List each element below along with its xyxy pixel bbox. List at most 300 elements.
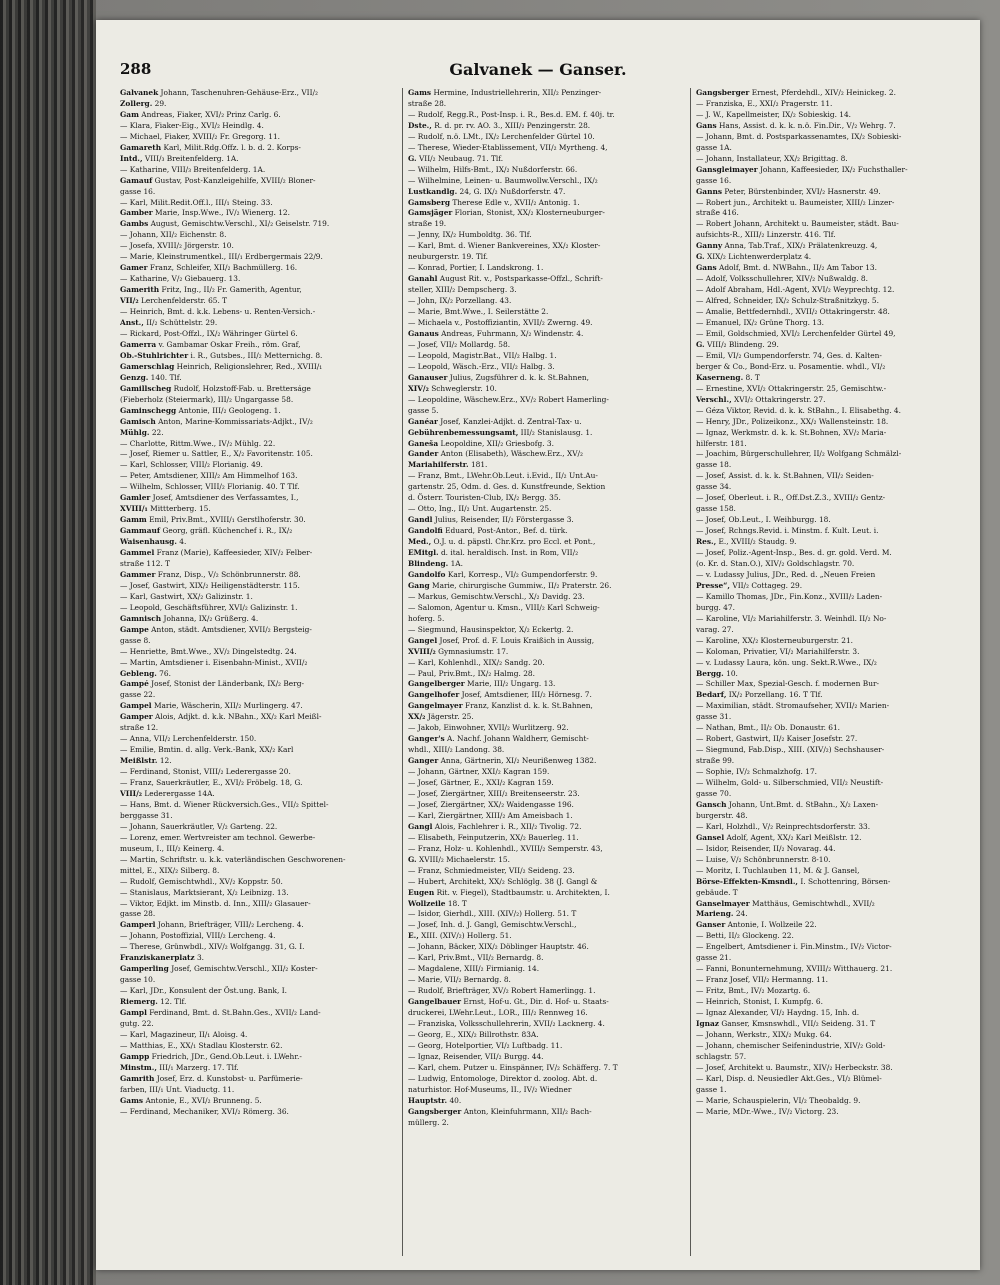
directory-entry-line: — Leopold, Magistr.Bat., VII/₂ Halbg. 1. (408, 350, 557, 360)
directory-entry-line: — Nathan, Bmt., II/₂ Ob. Donaustr. 61. (696, 723, 841, 733)
directory-entry-line: — Josef, Inh. d. J. Gangl, Gemischtw.Verschl., (408, 920, 577, 930)
entry-surname: Med., (408, 537, 432, 547)
directory-entry-line: VII/₂ Lerchenfelderstr. 65. T (120, 296, 228, 306)
entry-surname: Ganaus (408, 328, 439, 338)
entry-surname: Gamperling (120, 964, 169, 974)
directory-entry-line: — Josef, VII/₂ Mollardg. 58. (408, 339, 511, 349)
directory-entry-line: — Elisabeth, Feinputzerin, XX/₂ Bauerleg. 11. (408, 832, 579, 842)
entry-surname: Gamsberg (408, 197, 451, 207)
directory-entry-line: Meißlstr. 12. (120, 756, 172, 766)
entry-surname: Ganselmayer (696, 898, 750, 908)
directory-entry-line: Intd., VIII/₃ Breitenfelderg. 1A. (120, 153, 239, 163)
directory-entry-line: — Johann, Gärtner, XXI/₂ Kagran 159. (408, 767, 550, 777)
directory-entry-line: — Robert Johann, Architekt u. Baumeister, städt. Bau- (696, 219, 899, 229)
directory-entry-line: Gander Anton (Elisabeth), Wäschew.Erz., XV/₂ (408, 449, 583, 459)
directory-entry-line: — Marie, MDr.-Wwe., IV/₂ Victorg. 23. (696, 1106, 839, 1116)
entry-surname: Gamerra (120, 339, 157, 349)
directory-entry-line: Gangsberger Ernest, Pferdehdl., XIV/₂ Heinickeg. 2. (696, 88, 896, 97)
directory-entry-line: gasse 10. (120, 975, 156, 985)
entry-surname: Gampl (120, 1008, 147, 1018)
directory-entry-line: Gammer Franz, Disp., V/₂ Schönbrunnerstr. 88. (120, 569, 301, 579)
directory-entry-line: Gampe Anton, städt. Amtsdiener, XVII/₂ Bergsteig- (120, 624, 312, 634)
directory-entry-line: Mariahilferstr. 181. (408, 460, 488, 470)
directory-entry-line: — Isidor, Gierhdl., XIII. (XIV/₂) Hollerg. 51. T (408, 909, 577, 919)
entry-surname: Gang (408, 580, 430, 590)
directory-entry-line: — Peter, Amtsdiener, XIII/₂ Am Himmelhof 163. (120, 471, 298, 481)
entry-surname: Ganéar (408, 416, 438, 426)
directory-entry-line: — Heinrich, Stonist, I. Kumpfg. 6. (696, 997, 823, 1007)
entry-surname: Gammer (120, 569, 156, 579)
directory-entry-line: straße 19. (408, 219, 447, 229)
directory-entry-line: Gangelberger Marie, III/₂ Ungarg. 13. (408, 679, 556, 689)
entry-surname: Gangelberger (408, 679, 465, 689)
entry-surname: Ganser (696, 920, 726, 930)
directory-entry-line: gasse 1A. (696, 142, 732, 152)
directory-entry-line: — Therese, Grünwbdl., XIV/₂ Wolfgangg. 31, G. I. (120, 942, 305, 952)
directory-entry-line: — Leopoldine, Wäschew.Erz., XV/₂ Robert Hamerling- (408, 394, 609, 404)
directory-entry-line: Gamnisch Johanna, IX/₂ Grüßerg. 4. (120, 613, 259, 623)
directory-entry-line: Lustkandlg. 24, G. IX/₂ Nußdorferstr. 47. (408, 186, 566, 196)
directory-entry-line: Gampl Ferdinand, Bmt. d. St.Bahn.Ges., XVII/₂ Land- (120, 1008, 321, 1018)
directory-entry-line: XIV/₂ Schweglerstr. 10. (408, 383, 497, 393)
directory-entry-line: steller, XIII/₂ Dempscherg. 3. (408, 285, 517, 295)
directory-entry-line: Gangelhofer Josef, Amtsdiener, III/₂ Hörnesg. 7. (408, 690, 592, 700)
directory-entry-line: — Josefa, XVIII/₂ Jörgerstr. 10. (120, 241, 234, 251)
entry-surname: Gansch (696, 799, 727, 809)
directory-entry-line: — Karl, chem. Putzer u. Einspänner, IV/₂ Schäfferg. 7. T (408, 1062, 618, 1072)
directory-entry-line: mittel, E., XIX/₂ Silberg. 8. (120, 865, 220, 875)
directory-entry-line: — Karoline, VI/₂ Mariahilferstr. 3. Weinhdl. II/₂ No- (696, 613, 887, 623)
entry-surname: G. (696, 252, 705, 262)
entry-surname: Gamerschlag (120, 361, 175, 371)
directory-entry-line: Ob.-Stuhlrichter i. R., Gutsbes., III/₂ Metternichg. 8. (120, 350, 323, 360)
entry-surname: Lustkandlg. (408, 186, 458, 196)
directory-entry-line: whdl., XIII/₂ Landong. 38. (408, 745, 505, 755)
directory-entry-line: G. VIII/₂ Blindeng. 29. (696, 339, 779, 349)
directory-entry-line: — Henriette, Bmt.Wwe., XV/₂ Dingelstedtg. 24. (120, 646, 297, 656)
directory-entry-line: — Johann, Bäcker, XIX/₂ Döblinger Hauptstr. 46. (408, 942, 589, 952)
directory-entry-line: Eugen Rit. v. Fiegel), Stadtbaumstr. u. Architekten, I. (408, 887, 610, 897)
directory-entry-line: straße 99. (696, 756, 735, 766)
directory-entry-line: — Karl, Gastwirt, XX/₂ Galizinstr. 1. (120, 591, 253, 601)
directory-entry-line: Gam Andreas, Fiaker, XVI/₂ Prinz Carlg. 6. (120, 109, 281, 119)
entry-surname: Gam (120, 109, 139, 119)
directory-entry-line: — Josef, Ziergärtner, XIII/₂ Breitenseerstr. 23. (408, 789, 580, 798)
directory-entry-line: — Otto, Ing., II/₂ Unt. Augartenstr. 25. (408, 504, 552, 514)
entry-surname: Mariahilferstr. (408, 460, 469, 470)
directory-entry-line: — Leopold, Geschäftsführer, XVI/₂ Galizinstr. 1. (120, 602, 298, 612)
entry-surname: Gamillscheg (120, 383, 172, 393)
directory-entry-line: — Rickard, Post-Offzl., IX/₂ Währinger Gürtel 6. (120, 328, 298, 338)
directory-entry-line: Ganns Peter, Bürstenbinder, XVI/₂ Hasnerstr. 49. (696, 186, 881, 196)
entry-surname: Anst., (120, 318, 144, 328)
directory-entry-line: Med., O.J. u. d. päpstl. Chr.Krz. pro Eccl. et Pont., (408, 537, 596, 547)
directory-entry-line: Gams Hermine, Industriellehrerin, XII/₂ Penzinger- (408, 88, 602, 97)
directory-entry-line: müllerg. 2. (408, 1117, 449, 1127)
directory-entry-line: Gammel Franz (Marie), Kaffeesieder, XIV/₂ Felber- (120, 548, 313, 558)
directory-entry-line: — Magdalene, XIII/₂ Firmianig. 14. (408, 964, 540, 974)
directory-entry-line: — Ignaz, Reisender, VII/₂ Burgg. 44. (408, 1051, 544, 1061)
directory-entry-line: — Josef, Ob.Leut., I. Weihburgg. 18. (696, 515, 831, 525)
directory-entry-line: — Katharine, VIII/₃ Breitenfelderg. 1A. (120, 164, 266, 174)
directory-entry-line: Gansgleimayer Johann, Kaffeesieder, IX/₂ Fuchsthaller- (696, 164, 908, 174)
directory-entry-line: — Karl, Bmt. d. Wiener Bankvereines, XX/₂ Kloster- (408, 241, 601, 251)
directory-entry-line: Gans Adolf, Bmt. d. NWBahn., II/₂ Am Tabor 13. (696, 263, 877, 273)
directory-entry-line: — Karoline, XX/₂ Klosterneuburgerstr. 21. (696, 635, 854, 645)
directory-entry-line: — Géza Viktor, Revid. d. k. k. StBahn., I. Elisabethg. 4. (696, 405, 901, 415)
entry-surname: Gammel (120, 548, 155, 558)
entry-surname: Blindeng. (408, 558, 449, 568)
directory-entry-line: Waisenhausg. 4. (120, 537, 187, 547)
entry-surname: VIII/₂ (120, 789, 143, 798)
page-title: Galvanek — Ganser. (449, 60, 627, 79)
directory-entry-line: Gangsberger Anton, Kleinfuhrmann, XII/₂ Bach- (408, 1106, 592, 1116)
entry-surname: Gans (696, 120, 717, 130)
entry-surname: Minstm., (120, 1062, 157, 1072)
directory-entry-line: gasse 34. (696, 482, 732, 492)
entry-surname: Gangelmayer (408, 701, 463, 711)
directory-entry-line: — Konrad, Portier, I. Landskrong. 1. (408, 263, 544, 273)
entry-surname: Gamm (120, 515, 147, 525)
directory-entry-line: — Karl, Schlosser, VIII/₂ Florianig. 49. (120, 460, 263, 470)
directory-entry-line: Gampel Marie, Wäscherin, XII/₂ Murlingerg. 47. (120, 701, 303, 711)
directory-entry-line: Ganger Anna, Gärtnerin, XI/₂ Neurißenweg 1382. (408, 756, 597, 766)
entry-surname: Gandolfi (408, 526, 443, 536)
entry-surname: Gamer (120, 263, 148, 273)
page-header (96, 60, 980, 84)
directory-entry-line: — Karl, Holzhdl., V/₂ Reinprechtsdorferstr. 33. (696, 821, 871, 831)
directory-entry-line: Marieng. 24. (696, 909, 748, 919)
directory-entry-line: — v. Ludassy Julius, JDr., Red. d. „Neuen Freien (696, 569, 876, 579)
directory-entry-line: — Paul, Priv.Bmt., IX/₂ Halmg. 28. (408, 668, 535, 678)
directory-entry-line: (Fieberholz (Steiermark), III/₂ Ungargasse 58. (120, 394, 294, 404)
directory-entry-line: — Franziska, Volksschullehrerin, XVII/₂ Lacknerg. 4. (408, 1019, 605, 1029)
entry-surname: Verschl., (696, 394, 732, 404)
entry-surname: Riemerg. (120, 997, 158, 1007)
entry-surname: Gebleng. (120, 668, 157, 678)
directory-entry-line: — Franz, Holz- u. Kohlenhdl., XVIII/₂ Semperstr. 43, (408, 843, 603, 853)
directory-entry-line: — Wilhelm, Schlosser, VIII/₂ Florianig. 40. T Tlf. (120, 482, 300, 492)
directory-entry-line: — Heinrich, Bmt. d. k.k. Lebens- u. Renten-Versich.- (120, 307, 316, 317)
directory-entry-line: Gansch Johann, Unt.Bmt. d. StBahn., X/₂ Laxen- (696, 799, 879, 809)
entry-surname: Galvanek (120, 88, 159, 97)
entry-surname: Marieng. (696, 909, 734, 919)
directory-entry-line: — Marie, Kleinstrumentkel., III/₁ Erdbergermais 22/9. (120, 252, 323, 262)
directory-entry-line: XVIII/₂ Gymnasiumstr. 17. (408, 646, 509, 656)
directory-entry-line: gasse 28. (120, 909, 156, 919)
directory-entry-line: (o. Kr. d. Stan.O.), XIV/₂ Goldschlagstr. 70. (696, 558, 855, 568)
directory-entry-line: Gams Antonie, E., XVI/₂ Brunneng. 5. (120, 1095, 262, 1105)
directory-entry-line: — Martin, Schriftstr. u. k.k. vaterländischen Geschworenen- (120, 854, 346, 864)
directory-entry-line: museum, I., III/₂ Keinerg. 4. (120, 843, 225, 853)
directory-entry-line: — Maximilian, städt. Stromaufseher, XVII/₂ Marien- (696, 701, 890, 711)
entry-surname: Intd., (120, 153, 143, 163)
entry-surname: EMitgl. (408, 548, 439, 558)
directory-entry-line: Ganéar Josef, Kanzlei-Adjkt. d. Zentral-Tax- u. (408, 416, 582, 426)
entry-surname: Gander (408, 449, 439, 459)
directory-entry-line: Gamperl Johann, Briefträger, VIII/₂ Lercheng. 4. (120, 920, 304, 930)
directory-entry-line: gasse 16. (120, 186, 156, 196)
directory-entry-line: — Georg, E., XIX/₂ Billrothstr. 83A. (408, 1029, 539, 1039)
directory-entry-line: Gampé Josef, Stonist der Länderbank, IX/₂ Berg- (120, 679, 304, 689)
directory-entry-line: gasse 31. (696, 712, 732, 722)
directory-entry-line: — Josef, Ziergärtner, XX/₂ Waidengasse 196. (408, 799, 574, 809)
directory-entry-line: Gamareth Karl, Milit.Rdg.Offz. l. b. d. 2. Korps- (120, 142, 301, 152)
directory-entry-line: Blindeng. 1A. (408, 558, 463, 568)
directory-entry-line: Gamperling Josef, Gemischtw.Verschl., XII/₂ Koster- (120, 964, 318, 974)
directory-entry-line: burgg. 47. (696, 602, 735, 612)
directory-entry-line: Minstm., III/₁ Marzerg. 17. Tlf. (120, 1062, 239, 1072)
directory-entry-line: Ganaus Andreas, Fuhrmann, X/₂ Windenstr. 4. (408, 328, 584, 338)
directory-entry-line: gasse 21. (696, 953, 732, 963)
directory-entry-line: — Franz, Bmt., LWehr.Ob.Leut. i.Evid., II/₂ Unt.Au- (408, 471, 598, 481)
directory-entry-line: — Robert, Gastwirt, II/₂ Kaiser Josefstr. 27. (696, 734, 858, 744)
directory-entry-line: Gamper Alois, Adjkt. d. k.k. NBahn., XX/₂ Karl Meißl- (120, 712, 322, 722)
directory-entry-line: Gambs August, Gemischtw.Verschl., XI/₂ Geiselstr. 719. (120, 219, 330, 229)
column-divider (690, 88, 691, 1256)
directory-entry-line: gutg. 22. (120, 1019, 154, 1029)
directory-entry-line: Wollzeile 18. T (408, 898, 467, 908)
directory-entry-line: Gandolfi Eduard, Post-Antor., Bef. d. türk. (408, 526, 568, 536)
directory-entry-line: — Marie, Schauspielerin, VI/₂ Theobaldg. 9. (696, 1095, 861, 1105)
directory-entry-line: — Franz, Sauerkräutler, E., XVI/₂ Fröbelg. 18, G. (120, 778, 303, 788)
directory-entry-line: — Franziska, E., XXI/₂ Pragerstr. 11. (696, 98, 833, 108)
directory-entry-line: gasse 70. (696, 789, 732, 798)
directory-entry-line: — Engelbert, Amtsdiener i. Fin.Minstm., IV/₂ Victor- (696, 942, 892, 952)
directory-entry-line: — Karl, JDr., Konsulent der Öst.ung. Bank, I. (120, 986, 287, 996)
entry-surname: Gandolfo (408, 569, 446, 579)
directory-entry-line: Ganser Antonie, I. Wollzeile 22. (696, 920, 817, 930)
directory-entry-line: — Emilie, Bmtin. d. allg. Verk.-Bank, XX/₂ Karl (120, 745, 294, 755)
directory-entry-line: Kaserneng. 8. T (696, 372, 760, 382)
directory-entry-line: — Lorenz, emer. Wertvreister am technol. Gewerbe- (120, 832, 316, 842)
directory-entry-line: — Karl, Priv.Bmt., VII/₂ Bernardg. 8. (408, 953, 544, 963)
directory-entry-line: Gamerra v. Gambamar Oskar Freih., röm. Graf, (120, 339, 301, 349)
directory-entry-line: Ganny Anna, Tab.Traf., XIX/₂ Prälatenkreuzg. 4, (696, 241, 878, 251)
directory-entry-line: Gebührenbemessungsamt, III/₂ Stanislausg. 1. (408, 427, 593, 437)
directory-entry-line: — Adolf Abraham, Hdl.-Agent, XVI/₂ Weyprechtg. 12. (696, 285, 895, 295)
entry-surname: Res., (696, 537, 717, 547)
columns (120, 88, 968, 1256)
entry-surname: Gamnisch (120, 613, 162, 623)
entry-surname: Gampel (120, 701, 152, 711)
book-spine (0, 0, 96, 1285)
entry-surname: Gamisch (120, 416, 156, 426)
directory-entry-line: — Johann, Bmt. d. Postsparkassenamtes, IX/₂ Sobieski- (696, 131, 902, 141)
directory-entry-line: berger & Co., Bond-Erz. u. Posamentie. whdl., VI/₂ (696, 361, 886, 371)
directory-entry-line: straße 12. (120, 723, 159, 733)
directory-entry-line: — Franz, Schmiedmeister, VII/₂ Seideng. 23. (408, 865, 575, 875)
entry-surname: Gams (120, 1095, 144, 1105)
entry-surname: Gans (696, 263, 717, 273)
directory-entry-line: — Michael, Fiaker, XVIII/₂ Fr. Gregorg. 11. (120, 131, 280, 141)
entry-surname: Ganauser (408, 372, 448, 382)
entry-surname: Gamber (120, 208, 153, 218)
entry-surname: XVIII/₁ (120, 504, 148, 514)
entry-surname: Gangl (408, 821, 433, 831)
entry-surname: Gamperl (120, 920, 156, 930)
directory-entry-line: — Robert jun., Architekt u. Baumeister, XIII/₂ Linzer- (696, 197, 895, 207)
directory-entry-line: Gandolfo Karl, Korresp., VI/₂ Gumpendorferstr. 9. (408, 569, 598, 579)
directory-entry-line: — Stanislaus, Marktsierant, X/₂ Leibnizg. 13. (120, 887, 289, 897)
directory-entry-line: — Salomon, Agentur u. Kmsn., VIII/₂ Karl Schweig- (408, 602, 600, 612)
directory-entry-line: — Franz Josef, VII/₂ Hermanng. 11. (696, 975, 829, 985)
directory-entry-line: — Rudolf, Briefträger, XV/₂ Robert Hamerlingg. 1. (408, 986, 596, 996)
entry-surname: VII/₂ (120, 296, 139, 306)
entry-surname: Bergg. (696, 668, 724, 678)
directory-entry-line: gartenstr. 25, Odm. d. Ges. d. Kunstfreunde, Sektion (408, 482, 606, 492)
directory-entry-line: gasse 16. (696, 175, 732, 185)
entry-surname: Gangsberger (408, 1106, 462, 1116)
directory-entry-line: — Josef, Poliz.-Agent-Insp., Bes. d. gr. gold. Verd. M. (696, 548, 892, 558)
directory-entry-line: gasse 22. (120, 690, 156, 700)
entry-surname: Ganeša (408, 438, 439, 448)
directory-entry-line: — Johann, Installateur, XX/₂ Brigittag. 8. (696, 153, 848, 163)
directory-entry-line: Presse“, VII/₂ Cottageg. 29. (696, 580, 803, 590)
directory-entry-line: — Hans, Bmt. d. Wiener Rückversich.Ges., VII/₂ Spittel- (120, 799, 329, 809)
column-divider (402, 88, 403, 1256)
directory-entry-line: Riemerg. 12. Tlf. (120, 997, 187, 1007)
entry-surname: Gamareth (120, 142, 162, 152)
directory-entry-line: — v. Ludassy Laura, kön. ung. Sekt.R.Wwe., IX/₂ (696, 657, 877, 667)
entry-surname: Gandl (408, 515, 433, 525)
directory-entry-line: Gamm Emil, Priv.Bmt., XVIII/₁ Gerstlhoferstr. 30. (120, 515, 306, 525)
directory-entry-line: — Wilhelm, Hilfs-Bmt., IX/₂ Nußdorferstr. 66. (408, 164, 578, 174)
directory-entry-line: hilferstr. 181. (696, 438, 747, 448)
directory-entry-line: Ganselmayer Matthäus, Gemischtwhdl., XVII/₂ (696, 898, 875, 908)
directory-entry-line: Gang Marie, chirurgische Gummiw., II/₂ Praterstr. 26. (408, 580, 612, 590)
entry-surname: Ob.-Stuhlrichter (120, 350, 189, 360)
directory-entry-line: burgerstr. 48. (696, 810, 748, 820)
directory-entry-line: — Karl, Milit.Redit.Off.l., III/₁ Steing. 33. (120, 197, 273, 207)
directory-entry-line: Gamer Franz, Schleifer, XII/₂ Bachmüllerg. 16. (120, 263, 298, 273)
directory-entry-line: EMitgl. d. ital. heraldisch. Inst. in Rom, VII/₂ (408, 548, 579, 558)
directory-entry-line: — Johann, Sauerkräutler, V/₂ Garteng. 22. (120, 821, 278, 831)
entry-surname: Mühlg. (120, 427, 150, 437)
entry-surname: Waisenhausg. (120, 537, 177, 547)
entry-surname: Genzg. (120, 372, 149, 382)
directory-entry-line: — Martin, Amtsdiener i. Eisenbahn-Minist., XVII/₂ (120, 657, 308, 667)
entry-surname: Franziskanerplatz (120, 953, 195, 963)
entry-surname: Gebührenbemessungsamt, (408, 427, 519, 437)
entry-surname: Gamper (120, 712, 153, 722)
directory-entry-line: gasse 158. (696, 504, 736, 514)
directory-entry-line: — Joachim, Bürgerschullehrer, II/₂ Wolfgang Schmälzl- (696, 449, 902, 459)
directory-entry-line: Gamerith Fritz, Ing., II/₂ Fr. Gamerith, Agentur, (120, 285, 302, 295)
directory-entry-line: — Josef, Gastwirt, XIX/₂ Heiligenstädterstr. 115. (120, 580, 300, 590)
column-3 (696, 88, 968, 1256)
entry-surname: Ganahl (408, 274, 438, 284)
directory-entry-line: Gangl Alois, Fachlehrer i. R., XII/₂ Tivolig. 72. (408, 821, 582, 831)
entry-surname: Gammauf (120, 526, 161, 536)
directory-entry-line: Gamber Marie, Insp.Wwe., IV/₂ Wienerg. 12. (120, 208, 290, 218)
directory-entry-line: straße 416. (696, 208, 739, 218)
directory-entry-line: Gamauf Gustav, Post-Kanzleigehilfe, XVIII/₂ Bloner- (120, 175, 316, 185)
directory-entry-line: — Ludwig, Entomologe, Direktor d. zoolog. Abt. d. (408, 1073, 598, 1083)
directory-entry-line: — Ferdinand, Stonist, VIII/₂ Lederergasse 20. (120, 767, 291, 777)
directory-entry-line: Gamerschlag Heinrich, Religionslehrer, Red., XVIII/₁ (120, 361, 323, 371)
directory-entry-line: neuburgerstr. 19. Tlf. (408, 252, 488, 262)
column-1 (120, 88, 392, 1256)
directory-entry-line: — Amalie, Bettfedernhdl., XVII/₂ Ottakringerstr. 48. (696, 307, 890, 317)
entry-surname: Kaserneng. (696, 372, 744, 382)
entry-surname: Ganns (696, 186, 723, 196)
entry-surname: Gampe (120, 624, 149, 634)
directory-entry-line: VIII/₂ Lederergasse 14A. (120, 789, 215, 798)
directory-entry-line: — Marie, VII/₂ Bernardg. 8. (408, 975, 511, 985)
directory-entry-line: Genzg. 140. Tlf. (120, 372, 182, 382)
directory-entry-line: — Viktor, Edjkt. im Minstb. d. Inn., XIII/₂ Glasauer- (120, 898, 311, 908)
entry-surname: Eugen (408, 887, 435, 897)
directory-entry-line: — Johann, chemischer Seifenindustrie, XIV/₂ Gold- (696, 1040, 886, 1050)
entry-surname: Presse“, (696, 580, 731, 590)
entry-surname: XVIII/₂ (408, 646, 436, 656)
entry-surname: Dste., (408, 120, 432, 130)
directory-page (96, 20, 980, 1270)
directory-entry-line: d. Österr. Touristen-Club, IX/₂ Bergg. 35. (408, 493, 561, 503)
directory-entry-line: Ganahl August Rit. v., Postsparkasse-Offzl., Schrift- (408, 274, 603, 284)
directory-entry-line: — Ferdinand, Mechaniker, XVI/₂ Römerg. 36. (120, 1106, 289, 1116)
directory-entry-line: — Adolf, Volksschullehrer, XIV/₂ Nußwaldg. 8. (696, 274, 868, 284)
directory-entry-line: — Markus, Gemischtw.Verschl., X/₂ Davidg. 23. (408, 591, 585, 601)
directory-entry-line: straße 28. (408, 98, 447, 108)
directory-entry-line: — Josef, Riemer u. Sattler, E., X/₂ Favoritenstr. 105. (120, 449, 313, 459)
directory-entry-line: Dste., R. d. pr. rv. AO. 3., XIII/₂ Penzingerstr. 28. (408, 120, 591, 130)
directory-entry-line: Börse-Effekten-Kmsndl., I. Schottenring, Börsen- (696, 876, 891, 886)
entry-surname: Gansel (696, 832, 725, 842)
directory-entry-line: Gaminschegg Antonie, III/₂ Geologeng. 1. (120, 405, 281, 415)
directory-entry-line: — Matthias, E., XX/₁ Stadlau Klosterstr. 62. (120, 1040, 283, 1050)
directory-entry-line: — J. W., Kapellmeister, IX/₂ Sobieskig. 14. (696, 109, 852, 119)
directory-entry-line: — Karl, Magazineur, II/₁ Aloisg. 4. (120, 1029, 248, 1039)
directory-entry-line: Gamsberg Therese Edle v., XVII/₂ Antonig. 1. (408, 197, 580, 207)
directory-entry-line: — Charlotte, Rittm.Wwe., IV/₂ Mühlg. 22. (120, 438, 276, 448)
directory-entry-line: Gandl Julius, Reisender, II/₂ Förstergasse 3. (408, 515, 574, 525)
directory-entry-line: schlagstr. 57. (696, 1051, 747, 1061)
directory-entry-line: Gamrith Josef, Erz. d. Kunstobst- u. Parfümerie- (120, 1073, 303, 1083)
entry-surname: Ganny (696, 241, 723, 251)
directory-entry-line: — Kamillo Thomas, JDr., Fin.Konz., XVIII/₂ Laden- (696, 591, 883, 601)
directory-entry-line: — Fritz, Bmt., IV/₂ Mozartg. 6. (696, 986, 811, 996)
directory-entry-line: — Ignaz, Werkmstr. d. k. k. St.Bohnen, XV/₂ Maria- (696, 427, 887, 437)
directory-entry-line: — Leopold, Wäsch.-Erz., VII/₂ Halbg. 3. (408, 361, 555, 371)
entry-surname: XIV/₂ (408, 383, 429, 393)
page-number: 288 (120, 60, 152, 78)
directory-entry-line: — Ignaz Alexander, VI/₂ Haydng. 15, Inh. d. (696, 1008, 860, 1018)
directory-entry-line: Gamsjäger Florian, Stonist, XX/₂ Klosterneuburger- (408, 208, 605, 218)
column-2 (408, 88, 680, 1256)
directory-entry-line: naturhistor. Hof-Museums, II., IV/₂ Wiedner (408, 1084, 572, 1094)
entry-surname: Gamrith (120, 1073, 155, 1083)
directory-entry-line: — Rudolf, n.ö. LMt., IX/₂ Lerchenfelder Gürtel 10. (408, 131, 595, 141)
directory-entry-line: Gangelbauer Ernst, Hof-u. Gt., Dir. d. Hof- u. Staats- (408, 997, 609, 1007)
directory-entry-line: — Michaela v., Postoffiziantin, XVII/₂ Zwerng. 49. (408, 318, 593, 328)
directory-entry-line: — Schiller Max, Spezial-Gesch. f. modernen Bur- (696, 679, 879, 689)
entry-surname: Gambs (120, 219, 149, 229)
entry-surname: Gamsjäger (408, 208, 453, 218)
directory-entry-line: Ignaz Ganser, Kmsnswhdl., VII/₂ Seideng. 31. T (696, 1019, 876, 1029)
directory-entry-line: druckerei, LWehr.Leut., LOR., III/₂ Rennweg 16. (408, 1008, 588, 1018)
directory-entry-line: Res., E., XVIII/₂ Staudg. 9. (696, 537, 797, 547)
entry-surname: Ignaz (696, 1019, 719, 1029)
directory-entry-line: Gamler Josef, Amtsdiener des Verfassamtes, I., (120, 493, 299, 503)
directory-entry-line: Gebleng. 76. (120, 668, 171, 678)
directory-entry-line: — Emanuel, IX/₂ Grüne Thorg. 13. (696, 318, 825, 328)
entry-surname: XX/₂ (408, 712, 426, 722)
entry-surname: Gangel (408, 635, 438, 645)
directory-entry-line: — Siegmund, Hausinspektor, X/₂ Eckertg. 2. (408, 624, 574, 634)
directory-entry-line: — Henry, JDr., Polizeikonz., XX/₂ Wallensteinstr. 18. (696, 416, 889, 426)
